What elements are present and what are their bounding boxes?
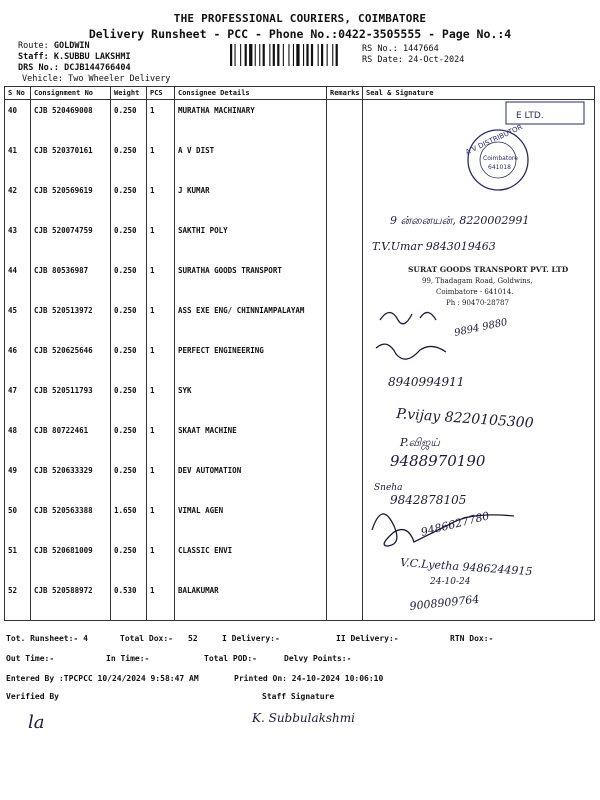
barcode-image	[230, 44, 350, 66]
barcode-bar	[273, 44, 275, 66]
handwritten-signatures	[360, 200, 596, 620]
cell-consignee: SYK	[175, 380, 327, 420]
printed-on: Printed On: 24-10-2024 10:06:10	[234, 674, 384, 683]
cell-weight: 0.250	[111, 380, 147, 420]
barcode-bar	[296, 44, 299, 66]
cell-weight: 0.250	[111, 540, 147, 580]
cell-pcs: 1	[147, 420, 175, 460]
avdist-stamp-name: A V DISTRIBUTOR	[464, 123, 524, 157]
staff-signature-image	[248, 700, 388, 732]
cell-weight: 0.250	[111, 180, 147, 220]
barcode-bar	[293, 44, 294, 66]
cell-pcs: 1	[147, 500, 175, 540]
top-partial-stamp	[506, 102, 584, 124]
tot-runsheet: Tot. Runsheet:- 4	[6, 634, 88, 643]
route-label: Route:	[18, 41, 49, 51]
drs-label: DRS No.:	[18, 63, 59, 73]
stamp-marks	[388, 98, 588, 194]
row51-handwriting-b: 24-10-24	[430, 577, 471, 587]
barcode-bar	[303, 44, 304, 66]
barcode-bar	[277, 44, 279, 66]
barcode-bar	[283, 44, 284, 66]
cell-sno: 42	[5, 180, 31, 220]
barcode-bar	[332, 44, 333, 66]
cell-sno: 48	[5, 420, 31, 460]
cell-remarks	[327, 540, 363, 580]
top-partial-stamp-text: E LTD.	[516, 111, 544, 121]
cell-weight: 0.250	[111, 260, 147, 300]
barcode-bar	[240, 44, 241, 66]
cell-pcs: 1	[147, 100, 175, 141]
cell-weight: 0.250	[111, 340, 147, 380]
barcode-bar	[245, 44, 247, 66]
total-dox-value: 52	[188, 634, 198, 643]
cell-consignee: ASS EXE ENG/ CHINNIAMPALAYAM	[175, 300, 327, 340]
barcode-bar	[263, 44, 265, 66]
cell-consignment: CJB 520633329	[31, 460, 111, 500]
entered-by: Entered By :TPCPCC 10/24/2024 9:58:47 AM	[6, 674, 199, 683]
staff-value: K.SUBBU LAKSHMI	[53, 52, 131, 62]
row49-handwriting-a: Sneha	[374, 483, 403, 493]
cell-pcs: 1	[147, 580, 175, 621]
row45-signature-scribble	[380, 312, 436, 323]
cell-consignee: DEV AUTOMATION	[175, 460, 327, 500]
verified-by-label: Verified By	[6, 692, 59, 701]
cell-remarks	[327, 180, 363, 220]
cell-pcs: 1	[147, 460, 175, 500]
barcode-bar	[321, 44, 323, 66]
cell-remarks	[327, 380, 363, 420]
avdist-stamp-pin: 641018	[488, 164, 511, 171]
cell-remarks	[327, 300, 363, 340]
staff-signature-label: Staff Signature	[262, 692, 335, 701]
row49-handwriting-b: 9842878105	[390, 493, 467, 507]
cell-weight: 0.530	[111, 580, 147, 621]
cell-sno: 46	[5, 340, 31, 380]
cell-consignee: SURATHA GOODS TRANSPORT	[175, 260, 327, 300]
staff-label: Staff:	[18, 52, 49, 62]
row51-handwriting-a: V.C.Lyetha 9486244915	[399, 556, 533, 579]
barcode-bar	[255, 44, 256, 66]
barcode-bar	[230, 44, 232, 66]
cell-consignee: SAKTHI POLY	[175, 220, 327, 260]
route-line	[18, 41, 90, 51]
cell-remarks	[327, 220, 363, 260]
delvy-points-label: Delvy Points:-	[284, 654, 352, 663]
barcode-bar	[327, 44, 328, 66]
cell-consignee: BALAKUMAR	[175, 580, 327, 621]
drs-value: DCJB144766404	[64, 63, 131, 73]
cell-remarks	[327, 500, 363, 540]
cell-sno: 40	[5, 100, 31, 141]
barcode-bar	[336, 44, 338, 66]
cell-remarks	[327, 580, 363, 621]
row43-handwriting-a: 9 ன்னையன், 8220002991	[390, 214, 530, 227]
rtn-dox-label: RTN Dox:-	[450, 634, 494, 643]
cell-consignee: VIMAL AGEN	[175, 500, 327, 540]
staff-line	[18, 52, 131, 62]
cell-sno: 41	[5, 140, 31, 180]
rs-date-line	[362, 55, 464, 65]
cell-pcs: 1	[147, 140, 175, 180]
cell-remarks	[327, 460, 363, 500]
cell-consignment: CJB 520569619	[31, 180, 111, 220]
in-time-label: In Time:-	[106, 654, 150, 663]
col-header-consignee: Consignee Details	[175, 87, 327, 100]
cell-pcs: 1	[147, 340, 175, 380]
barcode-bar	[259, 44, 260, 66]
cell-sno: 44	[5, 260, 31, 300]
col-header-sno: S No	[5, 87, 31, 100]
barcode-bar	[249, 44, 252, 66]
drs-line	[18, 63, 131, 73]
barcode-bar	[318, 44, 319, 66]
verifier-signature-text: la	[28, 712, 45, 733]
cell-pcs: 1	[147, 220, 175, 260]
row48-handwriting-b: 9488970190	[390, 452, 486, 470]
barcode-bar	[306, 44, 308, 66]
total-dox-label: Total Dox:-	[120, 634, 173, 643]
i-delivery-label: I Delivery:-	[222, 634, 280, 643]
cell-pcs: 1	[147, 260, 175, 300]
cell-weight: 0.250	[111, 420, 147, 460]
cell-weight: 0.250	[111, 220, 147, 260]
cell-pcs: 1	[147, 300, 175, 340]
cell-weight: 0.250	[111, 100, 147, 141]
cell-weight: 1.650	[111, 500, 147, 540]
barcode-bar	[235, 44, 236, 66]
cell-remarks	[327, 420, 363, 460]
cell-consignee: MURATHA MACHINARY	[175, 100, 327, 141]
cell-pcs: 1	[147, 180, 175, 220]
cell-consignee: CLASSIC ENVI	[175, 540, 327, 580]
cell-pcs: 1	[147, 540, 175, 580]
cell-consignment: CJB 520469008	[31, 100, 111, 141]
cell-sno: 49	[5, 460, 31, 500]
cell-consignment: CJB 520513972	[31, 300, 111, 340]
cell-sno: 45	[5, 300, 31, 340]
row50-handwriting: 9486627780	[419, 509, 491, 539]
cell-consignment: CJB 80722461	[31, 420, 111, 460]
col-header-pcs: PCS	[147, 87, 175, 100]
surat-stamp-line1: SURAT GOODS TRANSPORT PVT. LTD	[408, 265, 569, 274]
cell-remarks	[327, 140, 363, 180]
barcode-bar	[311, 44, 313, 66]
cell-consignment: CJB 80536987	[31, 260, 111, 300]
rs-no-label: RS No.:	[362, 44, 398, 54]
cell-consignee: SKAAT MACHINE	[175, 420, 327, 460]
cell-consignment: CJB 520588972	[31, 580, 111, 621]
cell-consignment: CJB 520074759	[31, 220, 111, 260]
avdist-stamp-city: Coimbatore	[483, 155, 518, 162]
avdist-stamp	[464, 123, 528, 190]
cell-consignee: J KUMAR	[175, 180, 327, 220]
row52-handwriting: 9008909764	[408, 592, 480, 613]
route-value: GOLDWIN	[53, 41, 90, 51]
rs-date-label: RS Date:	[362, 55, 403, 65]
row46-signature-scribble	[376, 344, 446, 359]
company-title: THE PROFESSIONAL COURIERS, COIMBATORE	[173, 12, 427, 25]
surat-stamp-line2: 99, Thadagam Road, Goldwins,	[422, 277, 533, 285]
cell-consignment: CJB 520370161	[31, 140, 111, 180]
cell-weight: 0.250	[111, 300, 147, 340]
cell-weight: 0.250	[111, 460, 147, 500]
cell-remarks	[327, 260, 363, 300]
staff-signature-text: K. Subbulakshmi	[252, 711, 356, 725]
total-pod-label: Total POD:-	[204, 654, 257, 663]
vehicle-value: Two Wheeler Delivery	[68, 74, 171, 84]
cell-consignment: CJB 520511793	[31, 380, 111, 420]
cell-consignment: CJB 520563388	[31, 500, 111, 540]
vehicle-line	[22, 74, 170, 84]
cell-remarks	[327, 100, 363, 141]
col-header-remarks: Remarks	[327, 87, 363, 100]
verifier-signature	[20, 700, 80, 740]
cell-weight: 0.250	[111, 140, 147, 180]
row45-handwriting: 9894 9880	[453, 316, 509, 339]
barcode-bar	[288, 44, 289, 66]
row43-handwriting-b: T.V.Umar 9843019463	[372, 240, 496, 253]
barcode-bar	[269, 44, 270, 66]
cell-sno: 43	[5, 220, 31, 260]
surat-stamp-line4: Ph : 90470-28787	[446, 299, 509, 307]
cell-sno: 50	[5, 500, 31, 540]
surat-stamp-line3: Coimbatore - 641014.	[436, 288, 514, 296]
cell-sno: 52	[5, 580, 31, 621]
rs-no-value: 1447664	[402, 44, 439, 54]
row47-handwriting: P.vijay 8220105300	[395, 406, 535, 432]
col-header-consignment: Consignment No	[31, 87, 111, 100]
row48-handwriting-a: P.விஜய்	[400, 436, 440, 449]
cell-consignee: A V DIST	[175, 140, 327, 180]
cell-remarks	[327, 340, 363, 380]
cell-pcs: 1	[147, 380, 175, 420]
col-header-seal-signature: Seal & Signature	[363, 87, 595, 100]
rs-date-value: 24-Oct-2024	[408, 55, 465, 65]
runsheet-subtitle: Delivery Runsheet - PCC - Phone No.:0422-3505555 - Page No.:4	[88, 27, 512, 41]
cell-sno: 51	[5, 540, 31, 580]
cell-consignment: CJB 520625646	[31, 340, 111, 380]
rs-no-line	[362, 44, 439, 54]
vehicle-label: Vehicle:	[22, 74, 63, 84]
cell-sno: 47	[5, 380, 31, 420]
cell-consignee: PERFECT ENGINEERING	[175, 340, 327, 380]
row46-handwriting: 8940994911	[388, 375, 465, 389]
out-time-label: Out Time:-	[6, 654, 55, 663]
ii-delivery-label: II Delivery:-	[336, 634, 399, 643]
cell-consignment: CJB 520681009	[31, 540, 111, 580]
col-header-weight: Weight	[111, 87, 147, 100]
